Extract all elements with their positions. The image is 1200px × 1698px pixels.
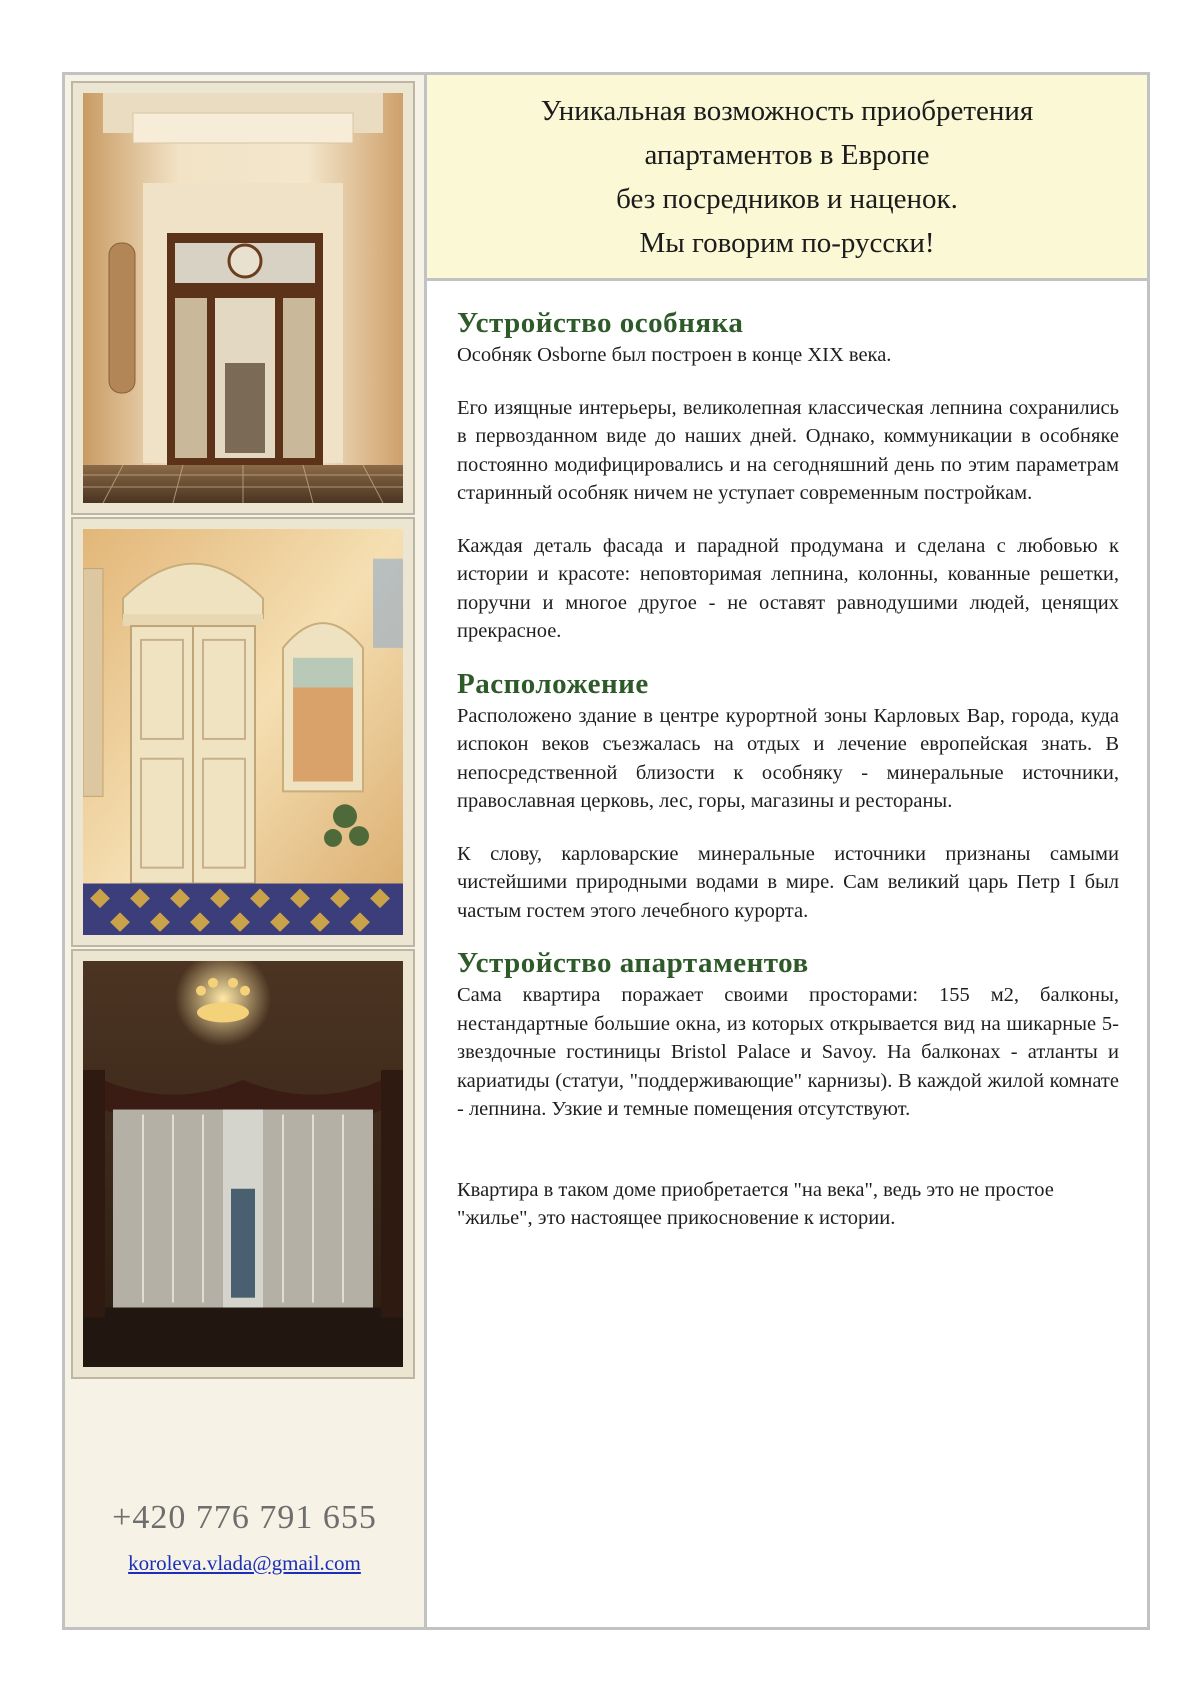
paragraph: Сама квартира поражает своими просторами: 155 м2, балконы, нестандартные большие окна, из которых открывается вид на шикарные 5-звездочные гостиницы Bristol Palace и Savoy. На балконах - атланты и кариатиды (статуи, "поддерживающие" карнизы). В каждой жилой комнате - лепнина. Узкие и темные помещения отсутствуют. xyxy=(457,984,1119,1120)
photo-frame-doors xyxy=(71,517,415,947)
paragraph: Расположено здание в центре курортной зоны Карловых Вар, города, куда испокон веков съезжалась на отдых и лечение европейская знать. В непосредственной близости к особняку - минеральные источники, православная церковь, лес, горы, магазины и рестораны. xyxy=(457,704,1119,812)
paragraph: Особняк Osborne был построен в конце XIX века. xyxy=(457,344,892,366)
headline-banner xyxy=(427,75,1147,281)
paragraph: Его изящные интерьеры, великолепная классическая лепнина сохранились в первозданном виде до наших дней. Однако, коммуникации в особняке постоянно модифицировались и на сегодняшний день по этим параметрам старинный особняк ничем не уступает современным постройкам. xyxy=(457,396,1119,504)
phone-number: +420 776 791 655 xyxy=(112,1499,377,1536)
paragraph: К слову, карловарские минеральные источники признаны самыми чистейшими природными водами в мире. Сам великий царь Петр I был частым гостем этого лечебного курорта. xyxy=(457,842,1119,922)
banner-line: без посредников и наценок. xyxy=(616,183,958,215)
section-title-mansion: Устройство особняка xyxy=(457,307,744,339)
photo-frame-hallway xyxy=(71,81,415,515)
banner-line: Мы говорим по-русски! xyxy=(639,227,935,259)
doors-photo xyxy=(83,529,403,935)
main-content xyxy=(457,305,1119,1233)
photo-frame-room xyxy=(71,949,415,1379)
paragraph: Квартира в таком доме приобретается "на века", ведь это не простое "жилье", это настоящее прикосновение к истории. xyxy=(457,1178,1054,1229)
banner-line: апартаментов в Европе xyxy=(644,139,930,171)
room-photo xyxy=(83,961,403,1367)
contact-block xyxy=(65,1477,424,1576)
hallway-photo xyxy=(83,93,403,503)
page-frame xyxy=(62,72,1150,1630)
photo-column xyxy=(65,75,427,1627)
paragraph: Каждая деталь фасада и парадной продумана и сделана с любовью к истории и красоте: неповторимая лепнина, колонны, кованные решетки, поручни и многое другое - не оставят равнодушими людей, ценящих прекрасное. xyxy=(457,534,1119,642)
section-title-apartments: Устройство апартаментов xyxy=(457,947,809,979)
section-title-location: Расположение xyxy=(457,667,649,700)
banner-line: Уникальная возможность приобретения xyxy=(540,95,1034,127)
email-link[interactable]: koroleva.vlada@gmail.com xyxy=(128,1551,361,1575)
